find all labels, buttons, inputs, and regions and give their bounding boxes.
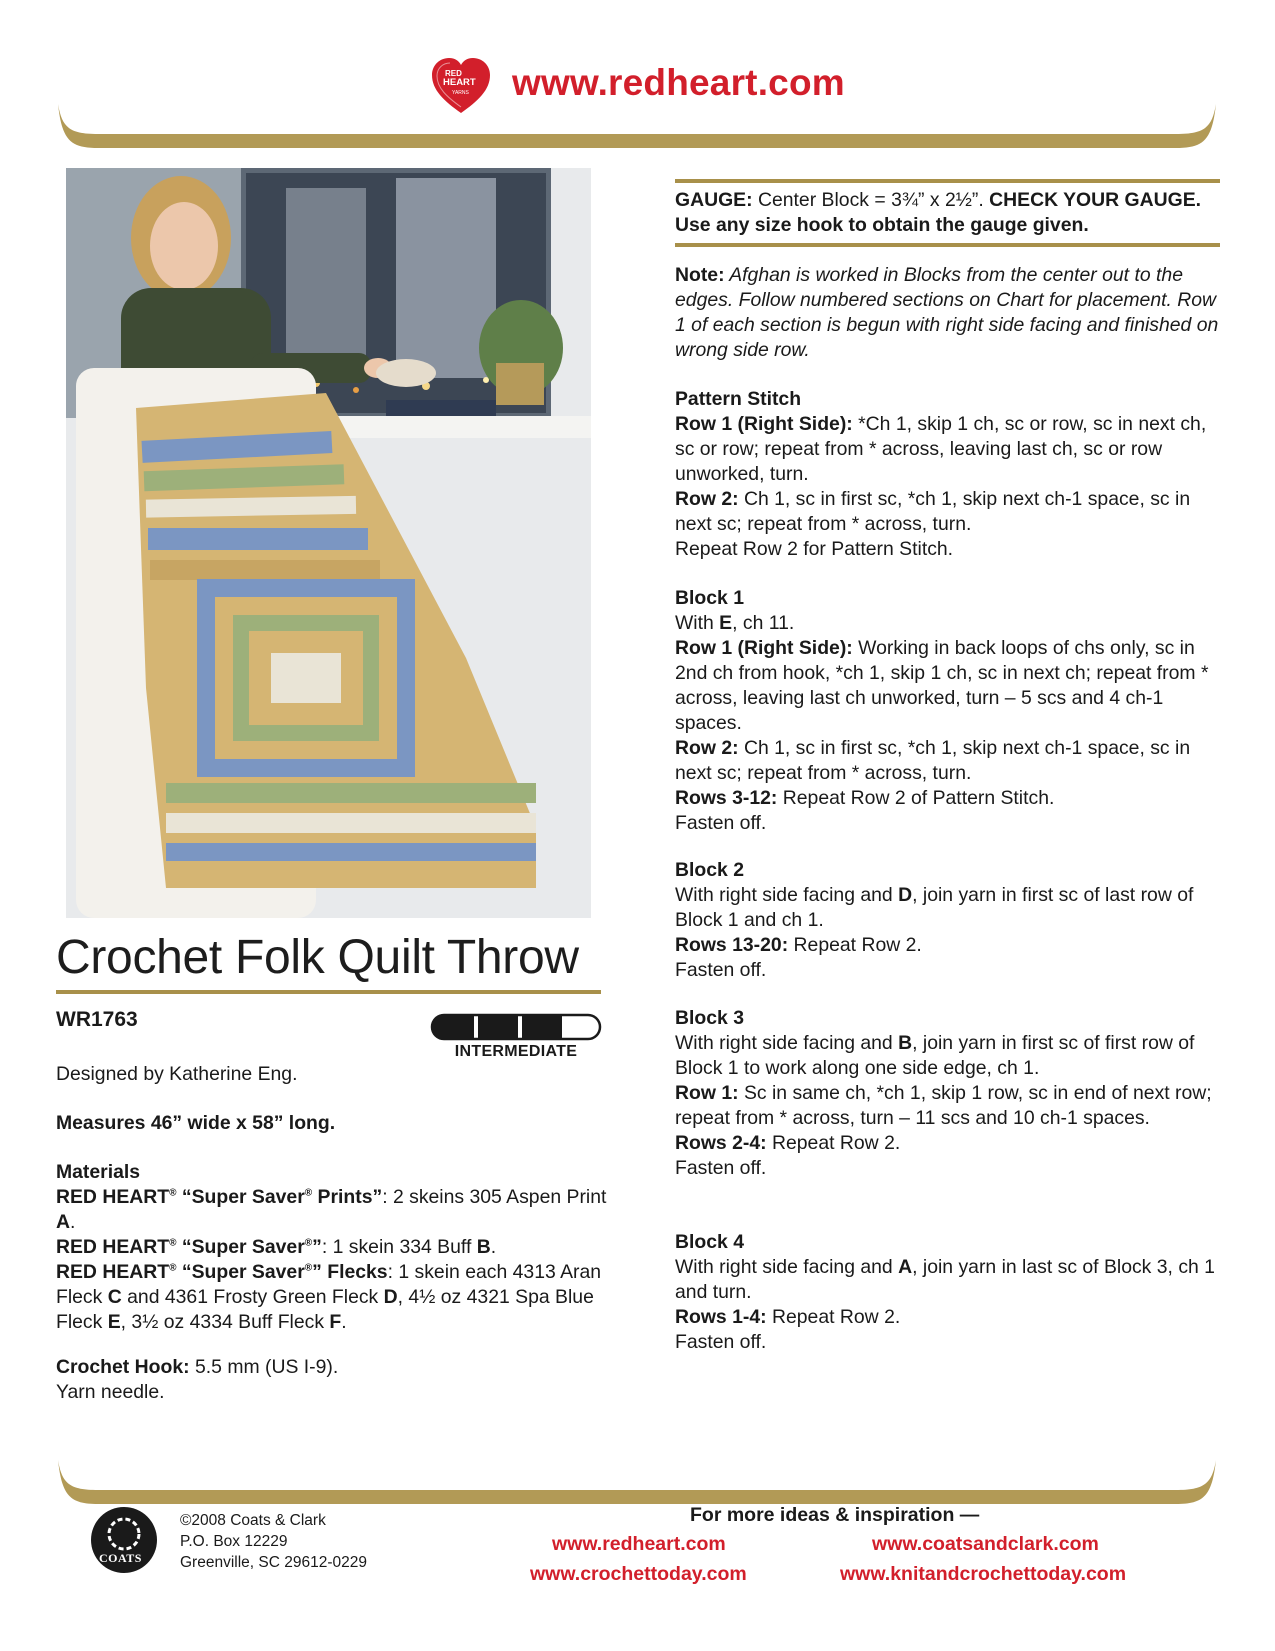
materials-item-c: RED HEART® “Super Saver®” Flecks: 1 skein each 4313 Aran Fleck C and 4361 Frosty Green Fleck D, 4½ oz 4321 Spa Blue Fleck E, 3½ oz 4334 Buff Fleck F. bbox=[56, 1261, 602, 1333]
row-text: Repeat Row 2. bbox=[766, 1132, 901, 1154]
note-text: Afghan is worked in Blocks from the center out to the edges. Follow numbered sections on Chart for placement. Row 1 of each section is begun with right side facing and finished on wrong side row. bbox=[675, 264, 1219, 361]
yarn-detail: , 3½ oz 4334 Buff Fleck bbox=[120, 1311, 330, 1333]
materials-item-b: RED HEART® “Super Saver®”: 1 skein 334 Buff B. bbox=[56, 1236, 497, 1258]
block-1-section bbox=[675, 586, 1220, 836]
instruction-row: Fasten off. bbox=[675, 959, 767, 981]
instruction-row: Fasten off. bbox=[675, 812, 767, 834]
instruction-row: Repeat Row 2 for Pattern Stitch. bbox=[675, 538, 954, 560]
gauge-label: GAUGE: bbox=[675, 189, 753, 211]
materials-section bbox=[56, 1160, 616, 1335]
instruction-row: Fasten off. bbox=[675, 1157, 767, 1179]
section-heading: Block 3 bbox=[675, 1007, 744, 1029]
row-label: Row 1 (Right Side): bbox=[675, 413, 853, 435]
yarn-detail: : 2 skeins 305 Aspen Print bbox=[382, 1186, 607, 1208]
instruction-row: Fasten off. bbox=[675, 1331, 767, 1353]
row-text: Working in back loops of chs only, sc in 2nd ch from hook, *ch 1, skip 1 ch, sc in next ch; repeat from * across, leaving last ch unworked, turn – 5 scs and 4 ch-1 spaces. bbox=[675, 637, 1209, 734]
row-text: Repeat Row 2. bbox=[766, 1306, 901, 1328]
materials-heading: Materials bbox=[56, 1161, 141, 1183]
block-2-section bbox=[675, 858, 1220, 983]
gauge-check: CHECK YOUR GAUGE. Use any size hook to obtain the gauge given. bbox=[675, 189, 1202, 236]
row-text: Repeat Row 2. bbox=[788, 934, 922, 956]
instruction-row bbox=[675, 1305, 1220, 1330]
reg-mark: ® bbox=[304, 1187, 313, 1199]
header-url-link[interactable]: www.redheart.com bbox=[512, 62, 845, 103]
needle-line: Yarn needle. bbox=[56, 1381, 165, 1403]
color-letter: B bbox=[898, 1032, 913, 1054]
color-letter: E bbox=[107, 1311, 121, 1333]
yarn-name-end: ” Flecks bbox=[312, 1261, 388, 1283]
footer-link-redheart[interactable]: www.redheart.com bbox=[552, 1533, 726, 1555]
yarn-name-end: ” bbox=[312, 1236, 322, 1258]
row-label: Row 1: bbox=[675, 1082, 739, 1104]
hook-value: 5.5 mm (US I-9). bbox=[189, 1356, 339, 1378]
hook-section bbox=[56, 1355, 616, 1405]
row-text: Ch 1, sc in first sc, *ch 1, skip next ch-1 space, sc in next sc; repeat from * across, turn. bbox=[675, 737, 1191, 784]
row-label: Rows 13-20: bbox=[675, 934, 789, 956]
yarn-detail: , 4½ oz 4321 Spa Blue Fleck bbox=[56, 1286, 594, 1333]
logo-text-yarns: YARNS bbox=[452, 90, 469, 96]
yarn-detail: and 4361 Frosty Green Fleck bbox=[121, 1286, 384, 1308]
instruction-row bbox=[675, 883, 1220, 933]
row-text: Repeat Row 2 of Pattern Stitch. bbox=[777, 787, 1055, 809]
title-rule bbox=[56, 990, 601, 994]
reg-mark: ® bbox=[169, 1187, 177, 1199]
instruction-row bbox=[675, 933, 1220, 958]
logo-text-heart: HEART bbox=[443, 77, 476, 88]
footer-link-knitandcrochettoday[interactable]: www.knitandcrochettoday.com bbox=[840, 1563, 1127, 1585]
row-text: , join yarn in first sc of first row of Block 1 to work along one side edge, ch 1. bbox=[675, 1032, 1195, 1079]
row-text: , join yarn in first sc of last row of Block 1 and ch 1. bbox=[675, 884, 1194, 931]
section-heading: Block 1 bbox=[675, 587, 744, 609]
row-text: , ch 11. bbox=[732, 612, 795, 634]
row-text: With right side facing and bbox=[675, 1032, 899, 1054]
color-letter: D bbox=[383, 1286, 398, 1308]
section-heading: Pattern Stitch bbox=[675, 388, 802, 410]
footer-swoosh-divider bbox=[58, 1460, 1216, 1504]
coats-logo bbox=[90, 1506, 158, 1574]
instruction-row bbox=[675, 1131, 1220, 1156]
gauge-text: Center Block = 3¾” x 2½”. bbox=[752, 189, 990, 211]
color-letter: A bbox=[56, 1211, 71, 1233]
measurements: Measures 46” wide x 58” long. bbox=[56, 1112, 336, 1134]
row-text: Ch 1, sc in first sc, *ch 1, skip next ch-1 space, sc in next sc; repeat from * across, turn. bbox=[675, 488, 1191, 535]
gauge-box bbox=[675, 188, 1225, 238]
instruction-row bbox=[675, 736, 1220, 786]
row-text: *Ch 1, skip 1 ch, sc or row, sc in next ch, sc or row; repeat from * across, leaving last ch, sc or row unworked, turn. bbox=[675, 413, 1207, 485]
reg-mark: ® bbox=[304, 1237, 313, 1249]
section-heading: Block 2 bbox=[675, 859, 744, 881]
instruction-row bbox=[675, 412, 1220, 487]
row-text: With bbox=[675, 612, 720, 634]
pattern-number: WR1763 bbox=[56, 1008, 138, 1031]
gauge-rule-bottom bbox=[675, 243, 1220, 247]
designer-credit: Designed by Katherine Eng. bbox=[56, 1063, 298, 1085]
yarn-name: “Super Saver bbox=[181, 1186, 305, 1208]
copyright-text: ©2008 Coats & Clark bbox=[180, 1512, 326, 1529]
logo-text-red: RED bbox=[445, 69, 462, 78]
page-title: Crochet Folk Quilt Throw bbox=[56, 931, 579, 984]
note-label: Note: bbox=[675, 264, 725, 286]
block-4-section bbox=[675, 1230, 1220, 1355]
row-text: Sc in same ch, *ch 1, skip 1 row, sc in end of next row; repeat from * across, turn – 11 scs and 10 ch-1 spaces. bbox=[675, 1082, 1212, 1129]
instruction-row bbox=[675, 636, 1220, 736]
yarn-detail: : 1 skein 334 Buff bbox=[321, 1236, 477, 1258]
color-letter: B bbox=[476, 1236, 491, 1258]
footer-link-crochettoday[interactable]: www.crochettoday.com bbox=[530, 1563, 747, 1585]
footer-link-coatsandclark[interactable]: www.coatsandclark.com bbox=[872, 1533, 1099, 1555]
block-3-section bbox=[675, 1006, 1220, 1181]
reg-mark: ® bbox=[304, 1262, 313, 1274]
instruction-row bbox=[675, 487, 1220, 537]
brand-name: RED HEART bbox=[56, 1261, 170, 1283]
color-letter: F bbox=[329, 1311, 342, 1333]
copyright-block bbox=[180, 1510, 367, 1573]
color-letter: E bbox=[719, 612, 733, 634]
row-label: Row 2: bbox=[675, 488, 739, 510]
skill-level-icon bbox=[430, 1013, 602, 1041]
instruction-row bbox=[675, 1081, 1220, 1131]
brand-name: RED HEART bbox=[56, 1236, 170, 1258]
footer-ideas-heading: For more ideas & inspiration — bbox=[690, 1504, 980, 1526]
section-heading: Block 4 bbox=[675, 1231, 744, 1253]
color-letter: A bbox=[898, 1256, 913, 1278]
row-label: Rows 3-12: bbox=[675, 787, 778, 809]
materials-item-a: RED HEART® “Super Saver® Prints”: 2 skeins 305 Aspen Print A. bbox=[56, 1186, 607, 1233]
reg-mark: ® bbox=[169, 1237, 177, 1249]
skill-level-label: INTERMEDIATE bbox=[454, 1043, 578, 1060]
yarn-name: “Super Saver bbox=[181, 1261, 305, 1283]
color-letter: C bbox=[107, 1286, 122, 1308]
gauge-rule-top bbox=[675, 179, 1220, 183]
row-text: , join yarn in last sc of Block 3, ch 1 and turn. bbox=[675, 1256, 1215, 1303]
instruction-row bbox=[675, 611, 1220, 636]
instruction-row bbox=[675, 1255, 1220, 1305]
reg-mark: ® bbox=[169, 1262, 177, 1274]
hook-label: Crochet Hook: bbox=[56, 1356, 190, 1378]
row-label: Row 2: bbox=[675, 737, 739, 759]
instruction-row bbox=[675, 786, 1220, 811]
yarn-detail: : 1 skein each 4313 Aran Fleck bbox=[56, 1261, 602, 1308]
pattern-stitch-section bbox=[675, 387, 1220, 562]
row-text: With right side facing and bbox=[675, 1256, 899, 1278]
yarn-name-end: Prints” bbox=[312, 1186, 383, 1208]
yarn-name: “Super Saver bbox=[181, 1236, 305, 1258]
hook-line bbox=[56, 1355, 616, 1380]
row-label: Rows 2-4: bbox=[675, 1132, 767, 1154]
product-photo bbox=[66, 168, 591, 918]
header-swoosh-divider bbox=[58, 104, 1216, 148]
row-text: With right side facing and bbox=[675, 884, 899, 906]
coats-logo-text: COATS bbox=[99, 1551, 142, 1565]
row-label: Row 1 (Right Side): bbox=[675, 637, 853, 659]
brand-name: RED HEART bbox=[56, 1186, 170, 1208]
address-line: P.O. Box 12229 bbox=[180, 1533, 288, 1550]
instruction-row bbox=[675, 1031, 1220, 1081]
note-section bbox=[675, 263, 1220, 363]
row-label: Rows 1-4: bbox=[675, 1306, 767, 1328]
color-letter: D bbox=[898, 884, 913, 906]
address-line: Greenville, SC 29612-0229 bbox=[180, 1554, 367, 1571]
